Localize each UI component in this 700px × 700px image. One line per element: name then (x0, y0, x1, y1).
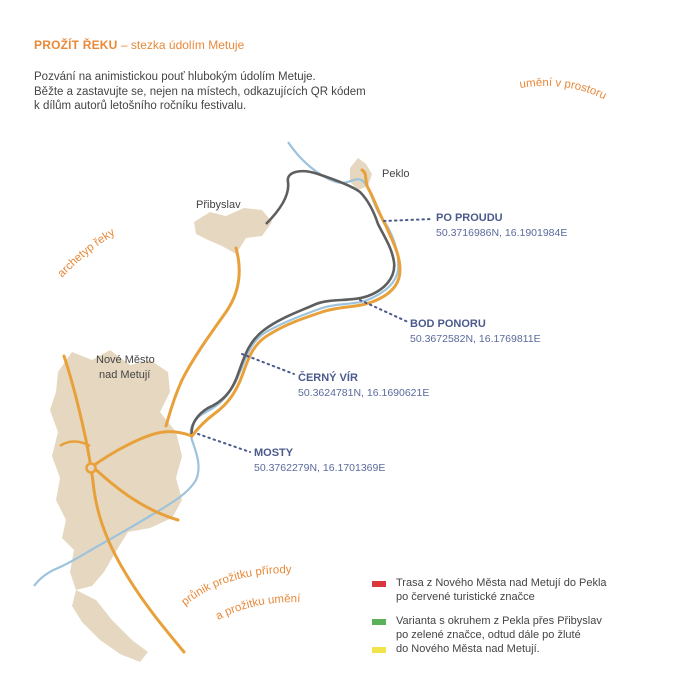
place-pribyslav: Přibyslav (196, 199, 241, 211)
legend-text: Trasa z Nového Města nad Metují do Pekla (396, 577, 607, 589)
theme-prunik-line2-text: a prožitku umění (213, 593, 301, 623)
poi-bod-ponoru-name: BOD PONORU (410, 318, 486, 330)
connector-bod-ponoru (360, 300, 408, 322)
legend-row (372, 576, 607, 604)
poi-mosty-coords: 50.3762279N, 16.1701369E (254, 462, 386, 474)
theme-umeni-v-prostoru (519, 77, 608, 102)
connector-po-proudu (384, 219, 432, 221)
legend-row (372, 614, 602, 656)
poi-po-proudu-coords: 50.3716986N, 16.1901984E (436, 227, 568, 239)
place-nove-mesto-1: Nové Město (96, 354, 155, 366)
legend-swatch-green (372, 619, 386, 625)
theme-archetyp-reky-text: archetyp řeky (55, 226, 117, 281)
legend-text: Varianta s okruhem z Pekla přes Přibyslav (396, 615, 602, 627)
legend-text: po zelené značce, odtud dále po žluté (396, 629, 581, 641)
theme-archetyp-reky (56, 226, 118, 280)
poi-bod-ponoru-coords: 50.3672582N, 16.1769811E (410, 333, 541, 345)
poi-cerny-vir-coords: 50.3624781N, 16.1690621E (298, 387, 430, 399)
roundabout-marker (87, 464, 96, 473)
poi-mosty-name: MOSTY (254, 447, 294, 459)
legend-swatch-yellow (372, 647, 386, 653)
theme-umeni-v-prostoru-text: umění v prostoru (518, 76, 609, 103)
legend-swatch-red (372, 581, 386, 587)
poi-po-proudu-name: PO PROUDU (436, 212, 503, 224)
theme-prunik-line1-text: průnik prožitku přírody (179, 564, 292, 609)
intro-line: Běžte a zastavujte se, nejen na místech, odkazujících QR kódem (34, 85, 366, 98)
legend-red-route (372, 576, 607, 604)
town-area-pribyslav (194, 208, 272, 254)
intro-line: k dílům autorů letošního ročníku festivalu. (34, 100, 247, 112)
poi-cerny-vir-name: ČERNÝ VÍR (298, 372, 358, 384)
place-nove-mesto-2: nad Metují (99, 369, 151, 381)
legend-text: do Nového Města nad Metují. (396, 643, 540, 655)
town-area-south (72, 590, 148, 662)
legend-variant-route (372, 614, 602, 656)
intro-line: Pozvání na animistickou pouť hlubokým údolím Metuje. (34, 71, 316, 83)
connector-mosty (198, 434, 250, 452)
theme-prunik-line2 (214, 593, 301, 623)
title-main: PROŽÍT ŘEKU (34, 38, 118, 52)
title-subtitle: – stezka údolím Metuje (117, 38, 245, 52)
place-peklo: Peklo (382, 168, 410, 180)
legend-text: po červené turistické značce (396, 591, 535, 603)
town-area-peklo (350, 158, 372, 190)
